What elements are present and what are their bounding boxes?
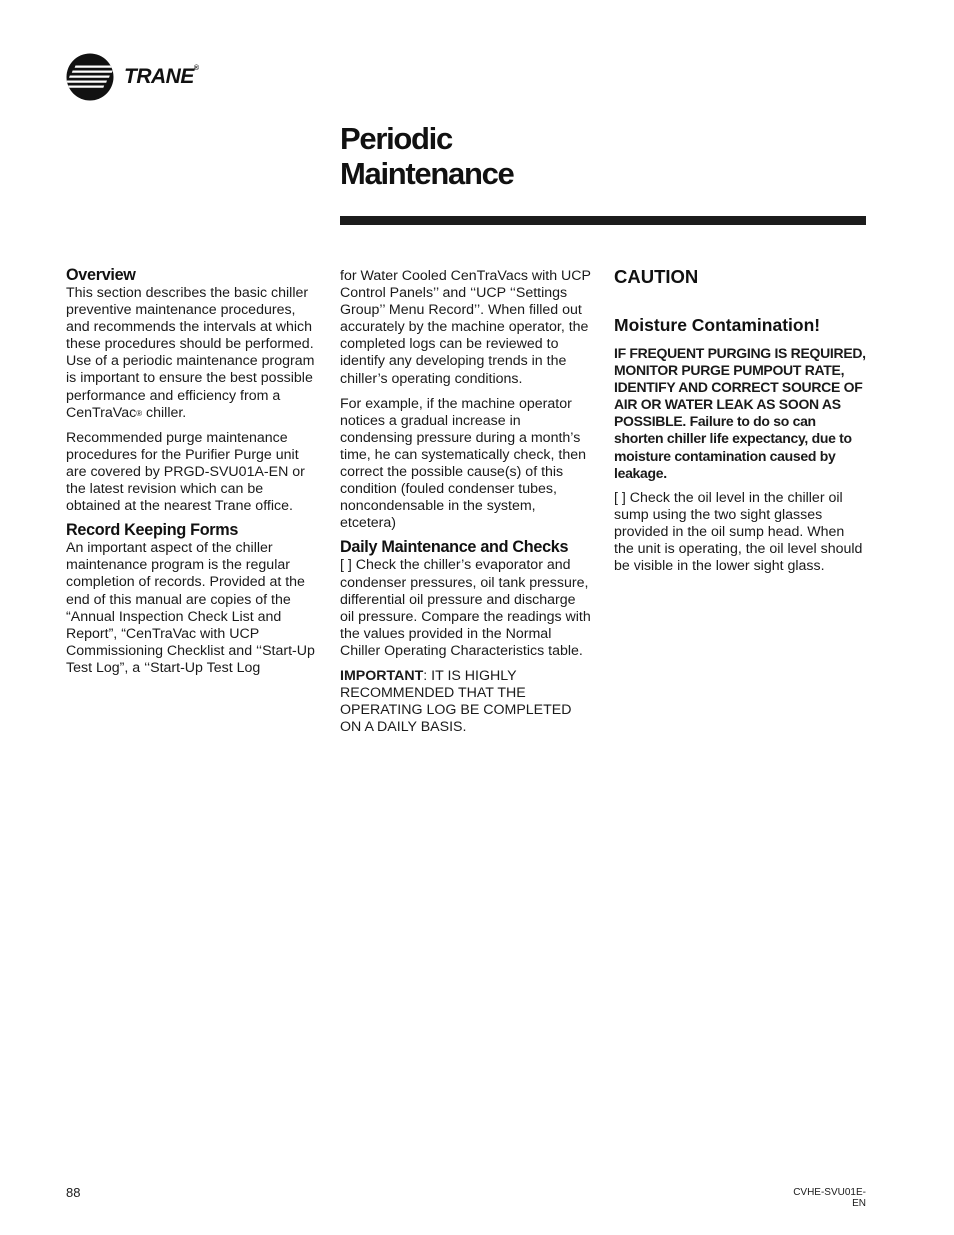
column-2 — [340, 268, 592, 744]
trane-logo-icon — [66, 53, 114, 101]
overview-heading: Overview — [66, 266, 136, 284]
title-rule — [340, 216, 866, 225]
brand-name: TRANE® — [124, 65, 199, 88]
daily-maintenance-heading: Daily Maintenance and Checks — [340, 538, 569, 557]
caution-heading: CAUTION — [614, 266, 699, 287]
page-title — [340, 121, 860, 191]
column-3 — [614, 266, 866, 583]
column-1 — [66, 266, 318, 685]
record-keeping-paragraph-cont: for Water Cooled CenTraVacs with UCP Control Panels’’ and ‘‘UCP ‘‘Settings Group’’ Menu Record’’. When filled out accurately by the machine operator, the completed logs can be reviewed to identify any developing trends in the chiller’s operating conditions. — [340, 268, 591, 387]
caution-warning-text: IF FREQUENT PURGING IS REQUIRED, MONITOR PURGE PUMPOUT RATE, IDENTIFY AND CORRECT SOURCE OF AIR OR WATER LEAK AS SOON AS POSSIBLE. Failure to do so can shorten chiller life expectancy, due to moisture contamination caused by leakage. — [614, 345, 866, 481]
overview-paragraph-2: Recommended purge maintenance procedures for the Purifier Purge unit are covered by PRGD-SVU01A-EN or the latest revision which can be obtained at the nearest Trane office. — [66, 429, 305, 515]
page-number: 88 — [66, 1185, 81, 1200]
overview-paragraph-1: This section describes the basic chiller preventive maintenance procedures, and recommends the intervals at which these procedures should be performed. Use of a periodic maintenance program is important to ensure the best possible performance and efficiency from a CenTraVac® chiller. — [66, 285, 315, 421]
important-note: IMPORTANT: IT IS HIGHLY RECOMMENDED THAT THE OPERATING LOG BE COMPLETED ON A DAILY BASIS. — [340, 667, 572, 736]
page-title-line1: Periodic — [340, 121, 452, 156]
daily-maintenance-paragraph: [ ] Check the chiller’s evaporator and condenser pressures, oil tank pressure, differential oil pressure and discharge oil pressure. Compare the readings with the values provided in the Normal Chiller Operating Characteristics table. — [340, 557, 591, 659]
document-code: CVHE-SVU01E-EN — [793, 1187, 866, 1209]
page-title-line2: Maintenance — [340, 156, 514, 191]
record-keeping-example: For example, if the machine operator notices a gradual increase in condensing pressure during a month’s time, he can systematically check, then correct the possible cause(s) of this condition (fouled condenser tubes, noncondensable in the system, etcetera) — [340, 395, 587, 532]
oil-level-check: [ ] Check the oil level in the chiller oil sump using the two sight glasses provided in the oil sump head. When the unit is operating, the oil level should be visible in the lower sight glass. — [614, 489, 863, 575]
moisture-heading: Moisture Contamination! — [614, 315, 821, 335]
record-keeping-paragraph: An important aspect of the chiller maintenance program is the regular completion of records. Provided at the end of this manual are copies of the “Annual Inspection Check List and Report”, “CenTraVac with UCP Commissioning Checklist and ‘‘Start-Up Test Log”, a ‘‘Start-Up Test Log — [66, 540, 315, 676]
trane-logo — [66, 53, 199, 101]
record-keeping-heading: Record Keeping Forms — [66, 521, 239, 540]
